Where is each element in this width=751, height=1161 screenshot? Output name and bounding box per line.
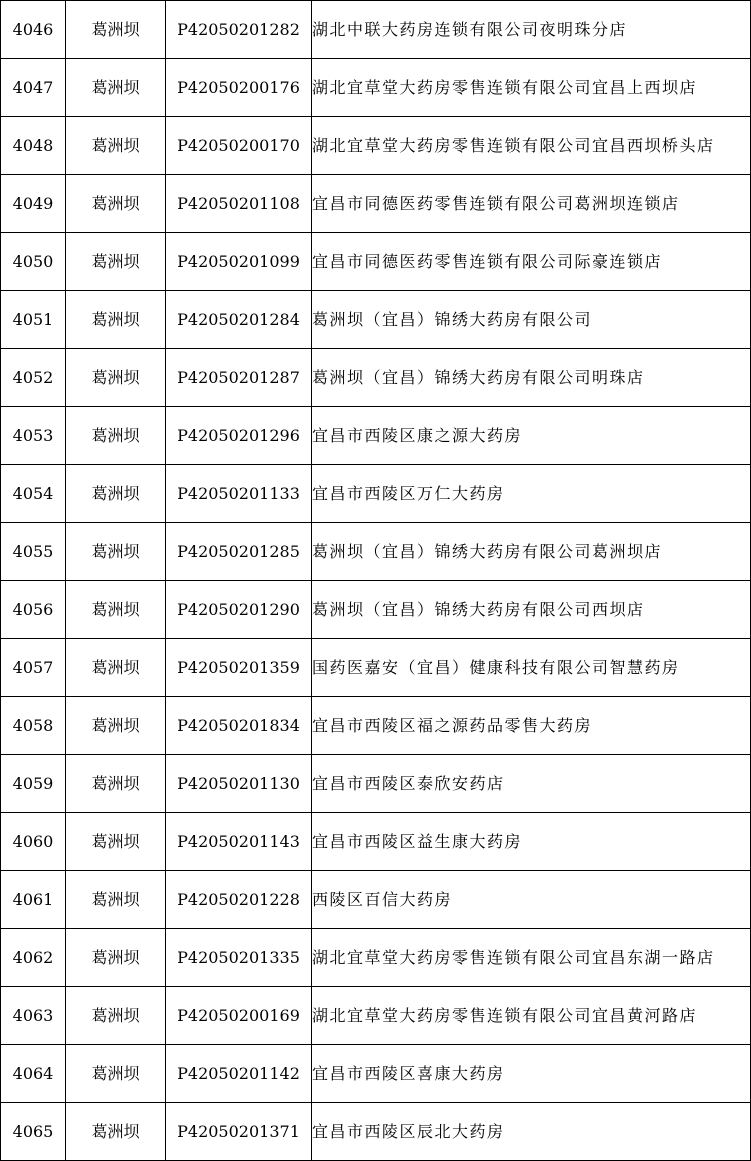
pharmacy-name-cell: 葛洲坝（宜昌）锦绣大药房有限公司明珠店 (312, 349, 751, 407)
row-number-cell: 4053 (1, 407, 66, 465)
table-row (1, 755, 751, 813)
area-cell: 葛洲坝 (66, 581, 166, 639)
area-cell: 葛洲坝 (66, 871, 166, 929)
license-code-cell: P42050201287 (166, 349, 312, 407)
pharmacy-name-cell: 湖北宜草堂大药房零售连锁有限公司宜昌东湖一路店 (312, 929, 751, 987)
license-code-cell: P42050201834 (166, 697, 312, 755)
area-cell: 葛洲坝 (66, 349, 166, 407)
license-code-cell: P42050201099 (166, 233, 312, 291)
license-code-cell: P42050200169 (166, 987, 312, 1045)
area-cell: 葛洲坝 (66, 1103, 166, 1161)
area-cell: 葛洲坝 (66, 291, 166, 349)
area-cell: 葛洲坝 (66, 1045, 166, 1103)
area-cell: 葛洲坝 (66, 523, 166, 581)
row-number-cell: 4046 (1, 1, 66, 59)
license-code-cell: P42050201285 (166, 523, 312, 581)
row-number-cell: 4060 (1, 813, 66, 871)
table-row (1, 117, 751, 175)
table-row (1, 929, 751, 987)
pharmacy-name-cell: 宜昌市西陵区泰欣安药店 (312, 755, 751, 813)
pharmacy-name-cell: 湖北宜草堂大药房零售连锁有限公司宜昌上西坝店 (312, 59, 751, 117)
row-number-cell: 4064 (1, 1045, 66, 1103)
pharmacy-name-cell: 宜昌市西陵区福之源药品零售大药房 (312, 697, 751, 755)
pharmacy-name-cell: 宜昌市西陵区康之源大药房 (312, 407, 751, 465)
table-row (1, 987, 751, 1045)
table-row (1, 1, 751, 59)
table-row (1, 175, 751, 233)
row-number-cell: 4047 (1, 59, 66, 117)
row-number-cell: 4049 (1, 175, 66, 233)
table-row (1, 1103, 751, 1161)
table-row (1, 581, 751, 639)
table-row (1, 233, 751, 291)
row-number-cell: 4057 (1, 639, 66, 697)
license-code-cell: P42050201142 (166, 1045, 312, 1103)
pharmacy-name-cell: 宜昌市西陵区辰北大药房 (312, 1103, 751, 1161)
license-code-cell: P42050201143 (166, 813, 312, 871)
pharmacy-name-cell: 宜昌市西陵区喜康大药房 (312, 1045, 751, 1103)
table-body (1, 1, 751, 1161)
row-number-cell: 4059 (1, 755, 66, 813)
area-cell: 葛洲坝 (66, 407, 166, 465)
table-row (1, 349, 751, 407)
license-code-cell: P42050201108 (166, 175, 312, 233)
pharmacy-name-cell: 宜昌市西陵区万仁大药房 (312, 465, 751, 523)
area-cell: 葛洲坝 (66, 465, 166, 523)
area-cell: 葛洲坝 (66, 59, 166, 117)
table-row (1, 407, 751, 465)
area-cell: 葛洲坝 (66, 813, 166, 871)
pharmacy-name-cell: 西陵区百信大药房 (312, 871, 751, 929)
table-row (1, 1045, 751, 1103)
row-number-cell: 4065 (1, 1103, 66, 1161)
license-code-cell: P42050201284 (166, 291, 312, 349)
area-cell: 葛洲坝 (66, 117, 166, 175)
pharmacy-name-cell: 葛洲坝（宜昌）锦绣大药房有限公司葛洲坝店 (312, 523, 751, 581)
table-row (1, 813, 751, 871)
row-number-cell: 4055 (1, 523, 66, 581)
table-row (1, 639, 751, 697)
license-code-cell: P42050201133 (166, 465, 312, 523)
area-cell: 葛洲坝 (66, 1, 166, 59)
table-row (1, 697, 751, 755)
row-number-cell: 4061 (1, 871, 66, 929)
area-cell: 葛洲坝 (66, 175, 166, 233)
table-row (1, 465, 751, 523)
license-code-cell: P42050201130 (166, 755, 312, 813)
area-cell: 葛洲坝 (66, 697, 166, 755)
pharmacy-name-cell: 葛洲坝（宜昌）锦绣大药房有限公司 (312, 291, 751, 349)
license-code-cell: P42050201335 (166, 929, 312, 987)
row-number-cell: 4056 (1, 581, 66, 639)
license-code-cell: P42050201296 (166, 407, 312, 465)
row-number-cell: 4062 (1, 929, 66, 987)
pharmacy-name-cell: 葛洲坝（宜昌）锦绣大药房有限公司西坝店 (312, 581, 751, 639)
pharmacy-name-cell: 宜昌市同德医药零售连锁有限公司际豪连锁店 (312, 233, 751, 291)
pharmacy-name-cell: 湖北宜草堂大药房零售连锁有限公司宜昌黄河路店 (312, 987, 751, 1045)
license-code-cell: P42050201290 (166, 581, 312, 639)
license-code-cell: P42050201371 (166, 1103, 312, 1161)
pharmacy-name-cell: 宜昌市西陵区益生康大药房 (312, 813, 751, 871)
row-number-cell: 4058 (1, 697, 66, 755)
row-number-cell: 4052 (1, 349, 66, 407)
area-cell: 葛洲坝 (66, 755, 166, 813)
area-cell: 葛洲坝 (66, 987, 166, 1045)
row-number-cell: 4054 (1, 465, 66, 523)
license-code-cell: P42050200176 (166, 59, 312, 117)
table-row (1, 291, 751, 349)
pharmacy-name-cell: 湖北宜草堂大药房零售连锁有限公司宜昌西坝桥头店 (312, 117, 751, 175)
pharmacy-name-cell: 湖北中联大药房连锁有限公司夜明珠分店 (312, 1, 751, 59)
table-row (1, 871, 751, 929)
license-code-cell: P42050200170 (166, 117, 312, 175)
row-number-cell: 4051 (1, 291, 66, 349)
table-row (1, 523, 751, 581)
pharmacy-name-cell: 国药医嘉安（宜昌）健康科技有限公司智慧药房 (312, 639, 751, 697)
area-cell: 葛洲坝 (66, 639, 166, 697)
row-number-cell: 4063 (1, 987, 66, 1045)
row-number-cell: 4048 (1, 117, 66, 175)
table-row (1, 59, 751, 117)
pharmacy-name-cell: 宜昌市同德医药零售连锁有限公司葛洲坝连锁店 (312, 175, 751, 233)
area-cell: 葛洲坝 (66, 929, 166, 987)
license-code-cell: P42050201282 (166, 1, 312, 59)
row-number-cell: 4050 (1, 233, 66, 291)
area-cell: 葛洲坝 (66, 233, 166, 291)
license-code-cell: P42050201359 (166, 639, 312, 697)
license-code-cell: P42050201228 (166, 871, 312, 929)
